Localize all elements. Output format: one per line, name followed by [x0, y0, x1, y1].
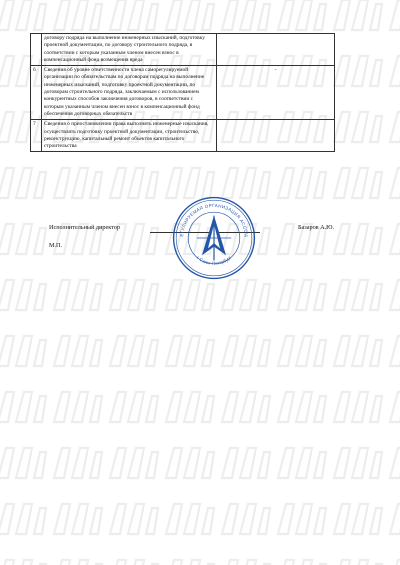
table-row	[31, 34, 335, 66]
svg-text:г. Санкт-Петербург: г. Санкт-Петербург	[195, 254, 233, 266]
row-value	[217, 120, 335, 152]
row-description: договору подряда на выполнение инженерных изысканий, подготовку проектной документации, по договору строительного подряда, в соответствии с которым указанным членом внесен взнос в компенсационный фонд возмещения вреда	[42, 34, 217, 66]
signer-position: Исполнительный директор	[49, 224, 120, 231]
row-number: 7	[31, 120, 42, 152]
membership-info-table	[30, 33, 335, 152]
row-number	[31, 34, 42, 66]
signer-name: Базаров А.Ю.	[298, 224, 335, 231]
seal-place-note: М.П.	[49, 242, 63, 249]
row-value: -	[217, 66, 335, 120]
row-value	[217, 34, 335, 66]
row-description: Сведения о приостановлении права выполнять инженерные изыскания, осуществлять подготовку проектной документации, строительство, реконструкцию, капитальный ремонт объектов капитального строительства	[42, 120, 217, 152]
organization-seal-stamp	[171, 195, 257, 281]
svg-text:САМОРЕГУЛИРУЕМАЯ ОРГАНИЗАЦИЯ А: ЕГУЛИРУЕМАЯ ОРГАНИЗАЦИЯ АССОЦ	[179, 203, 249, 238]
table-row	[31, 120, 335, 152]
row-number: 6	[31, 66, 42, 120]
table-row	[31, 66, 335, 120]
row-description: Сведения об уровне ответственности члена саморегулируемой организации по обязательствам по договорам подряда на выполнение инженерных изысканий, подготовку проектной документации, по договорам строительного подряда, заключаемым с использованием конкурентных способов заключения договоров, в соответствии с которым указанным членом внесен взнос в компенсационный фонд обеспечения договорных обязательств	[42, 66, 217, 120]
